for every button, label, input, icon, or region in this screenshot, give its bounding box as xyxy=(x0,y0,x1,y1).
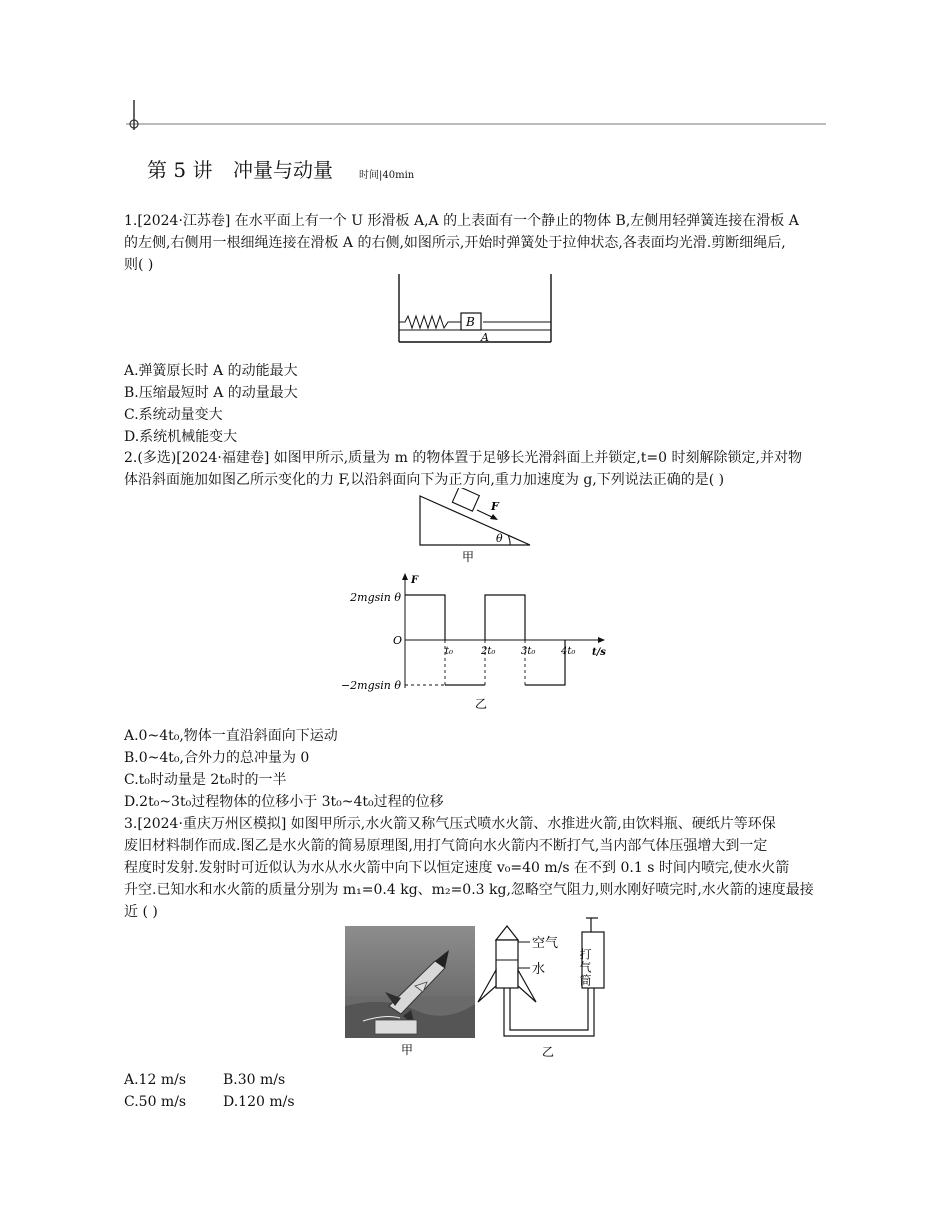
q1-option-b: B.压缩最短时 A 的动量最大 xyxy=(124,385,298,401)
q2-option-a: A.0~4t₀,物体一直沿斜面向下运动 xyxy=(124,728,338,744)
tick-2t0: 2t₀ xyxy=(481,646,496,657)
page-title: 冲量与动量 xyxy=(233,158,333,182)
q3-stem-line-4: 升空.已知水和水火箭的质量分别为 m₁=0.4 kg、m₂=0.3 kg,忽略空气阻力,则水刚好喷完时,水火箭的速度最接 xyxy=(124,882,814,898)
q2-stem-line-2: 体沿斜面施加如图乙所示变化的力 F,以沿斜面向下为正方向,重力加速度为 g,下列说法正确的是( ) xyxy=(124,472,725,488)
q2-figure-jia xyxy=(410,488,540,568)
x-axis-label: t/s xyxy=(592,647,606,658)
tick-3t0: 3t₀ xyxy=(521,646,536,657)
tick-t0: t₀ xyxy=(445,646,454,657)
q2-option-d: D.2t₀~3t₀过程物体的位移小于 3t₀~4t₀过程的位移 xyxy=(124,794,444,810)
plate-a-label: A xyxy=(481,331,489,344)
angle-label: θ xyxy=(496,532,503,545)
water-label: 水 xyxy=(532,962,546,977)
q1-option-a: A.弹簧原长时 A 的动能最大 xyxy=(124,363,298,379)
q2-option-b: B.0~4t₀,合外力的总冲量为 0 xyxy=(124,750,310,766)
q2-option-c: C.t₀时动量是 2t₀时的一半 xyxy=(124,772,287,788)
header-rule xyxy=(0,95,950,135)
block-b-label: B xyxy=(466,315,475,329)
rocket-photo xyxy=(345,926,475,1060)
pos-level-label: 2mgsin θ xyxy=(350,591,401,604)
pump-label: 打气筒 xyxy=(578,948,592,987)
slope-block xyxy=(452,488,479,511)
q3-stem-line-5: 近 ( ) xyxy=(124,904,158,920)
q3-option-c: C.50 m/s xyxy=(124,1094,187,1110)
q1-figure xyxy=(395,272,555,346)
q1-stem-line-2: 的左侧,右侧用一根细绳连接在滑板 A 的右侧,如图所示,开始时弹簧处于拉伸状态,各表面均光滑.剪断细绳后, xyxy=(124,235,786,251)
q1-stem-line-3: 则( ) xyxy=(124,257,154,273)
q1-option-c: C.系统动量变大 xyxy=(124,407,223,423)
schematic-caption: 乙 xyxy=(542,1045,555,1059)
rocket-schematic xyxy=(470,912,615,1060)
neg-level-label: −2mgsin θ xyxy=(340,679,401,692)
q2-stem-line-1: 2.(多选)[2024·福建卷] 如图甲所示,质量为 m 的物体置于足够长光滑斜面上并锁定,t=0 时刻解除锁定,并对物 xyxy=(124,450,802,466)
lecture-number: 第 5 讲 xyxy=(147,158,213,182)
figure-caption-yi: 乙 xyxy=(475,697,488,711)
q2-figure-yi xyxy=(335,570,615,712)
q3-option-a: A.12 m/s xyxy=(124,1072,187,1088)
q3-option-b: B.30 m/s xyxy=(223,1072,286,1088)
tick-4t0: 4t₀ xyxy=(561,646,576,657)
y-axis-label: F xyxy=(411,575,419,586)
q3-option-d: D.120 m/s xyxy=(223,1094,295,1110)
q3-stem-line-1: 3.[2024·重庆万州区模拟] 如图甲所示,水火箭又称气压式喷水火箭、水推进火箭,由饮料瓶、硬纸片等环保 xyxy=(124,816,776,832)
q3-stem-line-2: 废旧材料制作而成.图乙是水火箭的简易原理图,用打气筒向水火箭内不断打气,当内部气体压强增大到一定 xyxy=(124,838,768,854)
air-label: 空气 xyxy=(532,936,559,951)
q3-stem-line-3: 程度时发射.发射时可近似认为水从水火箭中向下以恒定速度 v₀=40 m/s 在不到 0.1 s 时间内喷完,使水火箭 xyxy=(124,860,790,876)
photo-caption: 甲 xyxy=(401,1043,414,1057)
origin-label: O xyxy=(393,634,403,647)
figure-caption-jia: 甲 xyxy=(462,550,475,564)
time-note: 时间|40min xyxy=(359,170,415,181)
force-label: F xyxy=(491,500,499,513)
q1-stem-line-1: 1.[2024·江苏卷] 在水平面上有一个 U 形滑板 A,A 的上表面有一个静止的物体 B,左侧用轻弹簧连接在滑板 A xyxy=(124,213,799,229)
q1-option-d: D.系统机械能变大 xyxy=(124,429,238,445)
dashed-guides xyxy=(405,640,525,685)
